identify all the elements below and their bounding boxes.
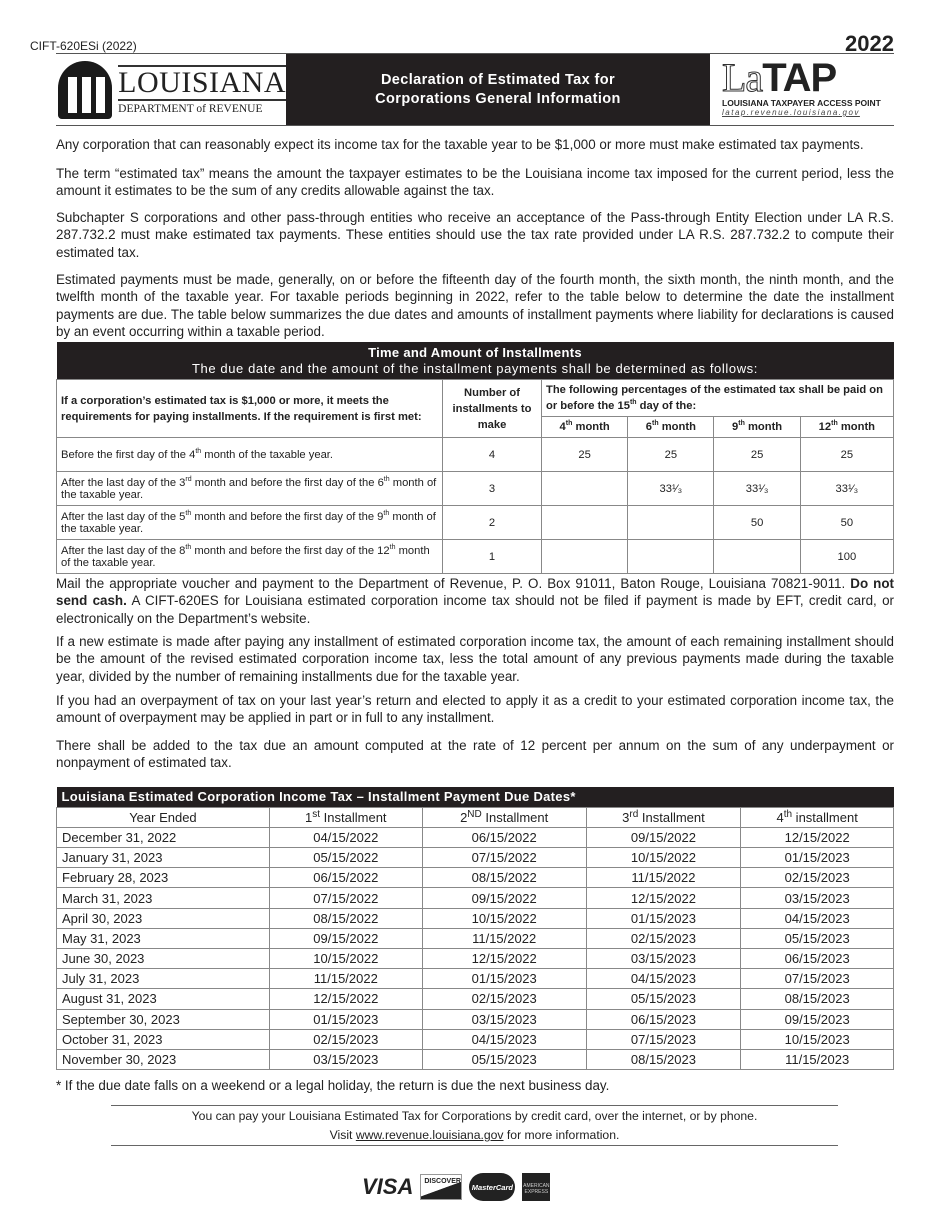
due-date-cell: 02/15/2023 (741, 868, 894, 888)
title-line-2: Corporations General Information (375, 90, 621, 107)
superscript: th (195, 447, 202, 455)
logo-subtext: DEPARTMENT of REVENUE (118, 102, 263, 115)
latap-la: La (722, 55, 763, 100)
superscript: rd (185, 475, 192, 483)
text-segment: Before the first day of the 4 (61, 448, 196, 461)
due-date-cell: 09/15/2023 (741, 1009, 894, 1029)
latap-tap: TAP (762, 56, 837, 100)
due-date-cell: 07/15/2022 (269, 888, 422, 908)
due-date-cell: 04/15/2023 (586, 969, 741, 989)
due-date-cell: 06/15/2023 (741, 949, 894, 969)
due-date-cell: 06/15/2023 (586, 1009, 741, 1029)
no-cash-warning: Do not send cash. (56, 576, 895, 609)
due-date-cell: 01/15/2023 (422, 969, 586, 989)
count-cell: 1 (443, 540, 542, 574)
intro-paragraph: Subchapter S corporations and other pass-through entities who receive an acceptance of the Pass-through Entity Election under LA R.S. 287.732.2 must make estimated tax payments. These entities should use the tax rate provided under LA R.S. 287.732.2 to compute their estimated tax. (56, 210, 894, 260)
payment-info: You can pay your Louisiana Estimated Tax for Corporations by credit card, over the internet, or by phone. (191, 1109, 758, 1123)
percentage-cell: 33¹⁄₃ (800, 472, 893, 506)
requirement-cell (57, 506, 443, 540)
paragraph: If a new estimate is made after paying any installment of estimated corporation income tax, the amount of each remaining installment should be the amount of the revised estimated corporation income tax, less the total amount of any previous payments made during the taxable year, divided by the number of remaining installments due for the taxable year. (56, 634, 894, 684)
text-segment: month of the taxable year. (61, 476, 437, 501)
due-date-cell: 04/15/2023 (741, 908, 894, 928)
title-line-1: Declaration of Estimated Tax for (380, 71, 616, 88)
text-segment: month of the taxable year. (201, 448, 334, 461)
percentage-cell: 25 (628, 438, 714, 472)
dept-revenue-logo (56, 54, 286, 125)
year-ended-cell: June 30, 2023 (57, 949, 270, 969)
table-subtitle: The due date and the amount of the installment payments shall be determined as follows: (191, 361, 758, 376)
table-row (57, 949, 894, 969)
latap-subtitle: LOUISIANA TAXPAYER ACCESS POINT (722, 98, 881, 108)
due-date-cell: 11/15/2022 (586, 868, 741, 888)
text-segment: installment (792, 809, 858, 825)
count-cell: 3 (443, 472, 542, 506)
paragraph: There shall be added to the tax due an amount computed at the rate of 12 percent per annum on the sum of any underpayment or nonpayment of estimated tax. (56, 738, 894, 771)
installments-table-title (57, 342, 894, 380)
count-cell: 2 (443, 506, 542, 540)
logo-text: LOUISIANA (118, 65, 286, 99)
text-segment: month (837, 421, 876, 433)
due-date-cell: 05/15/2022 (269, 848, 422, 868)
text-segment: After the last day of the 3 (61, 476, 186, 489)
due-date-cell: 05/15/2023 (586, 989, 741, 1009)
superscript: st (312, 808, 321, 820)
text-segment: Installment (320, 809, 387, 825)
installments-table (56, 342, 894, 574)
text-segment: month of the taxable year. (61, 510, 436, 535)
due-date-cell: 10/15/2022 (586, 848, 741, 868)
due-date-cell: 06/15/2022 (422, 827, 586, 847)
month-header (800, 417, 893, 438)
superscript: th (738, 420, 745, 427)
text-segment: month (572, 421, 610, 433)
text-segment: 4 (559, 421, 566, 433)
column-header (422, 807, 586, 827)
due-date-cell: 09/15/2022 (269, 928, 422, 948)
mail-text-2: A CIFT-620ES for Louisiana estimated corporation income tax should not be filed if payment is made by EFT, credit card, or electronically on the Department’s website. (56, 593, 894, 626)
due-date-cell: 05/15/2023 (741, 928, 894, 948)
table-row (57, 888, 894, 908)
percentage-cell: 100 (800, 540, 893, 574)
percentage-cell (542, 540, 628, 574)
due-date-cell: 07/15/2023 (741, 969, 894, 989)
header-banner (56, 53, 894, 126)
percentage-cell: 25 (714, 438, 800, 472)
text-segment: month and before the first day of the 6 (191, 476, 384, 489)
due-date-cell: 02/15/2023 (586, 928, 741, 948)
year-ended-cell: April 30, 2023 (57, 908, 270, 928)
table-title: Time and Amount of Installments (368, 345, 582, 360)
month-header (542, 417, 628, 438)
percentage-cell (628, 540, 714, 574)
superscript: th (185, 509, 192, 517)
due-date-cell: 09/15/2022 (586, 827, 741, 847)
superscript: th (383, 475, 390, 483)
due-date-cell: 05/15/2023 (422, 1049, 586, 1069)
year-ended-cell: November 30, 2023 (57, 1049, 270, 1069)
revenue-website-link[interactable]: www.revenue.louisiana.gov (355, 1128, 504, 1142)
requirement-cell (57, 438, 443, 472)
text-segment: month (658, 421, 696, 433)
text-segment: month and before the first day of the 9 (191, 510, 384, 523)
due-date-cell: 02/15/2023 (269, 1029, 422, 1049)
year-ended-cell: December 31, 2022 (57, 827, 270, 847)
percentage-cell: 33¹⁄₃ (714, 472, 800, 506)
count-header: Number of installments to make (443, 380, 542, 438)
superscript: th (783, 808, 793, 820)
due-date-cell: 08/15/2022 (422, 868, 586, 888)
document-title (286, 54, 710, 125)
column-header (741, 807, 894, 827)
due-date-cell: 12/15/2022 (269, 989, 422, 1009)
due-date-cell: 01/15/2023 (586, 908, 741, 928)
due-date-cell: 12/15/2022 (741, 827, 894, 847)
table-row (57, 848, 894, 868)
due-dates-title: Louisiana Estimated Corporation Income Tax – Installment Payment Due Dates* (57, 787, 894, 807)
text-segment: 1 (305, 809, 313, 825)
table-row (57, 506, 894, 540)
due-date-cell: 07/15/2022 (422, 848, 586, 868)
divider (111, 1105, 838, 1106)
due-date-cell: 02/15/2023 (422, 989, 586, 1009)
year-ended-cell: October 31, 2023 (57, 1029, 270, 1049)
visit-text: Visit (329, 1128, 356, 1142)
superscript: ND (467, 808, 482, 820)
percentage-cell: 25 (800, 438, 893, 472)
month-header (628, 417, 714, 438)
column-header (57, 807, 270, 827)
due-date-cell: 12/15/2022 (586, 888, 741, 908)
due-date-cell: 07/15/2023 (586, 1029, 741, 1049)
percentage-cell (542, 472, 628, 506)
percentage-cell: 50 (714, 506, 800, 540)
text-segment: After the last day of the 8 (61, 544, 186, 557)
table-row (57, 472, 894, 506)
superscript: th (831, 420, 838, 427)
divider (111, 1145, 838, 1146)
mastercard-logo: MasterCard (469, 1173, 515, 1201)
percentage-cell: 33¹⁄₃ (628, 472, 714, 506)
text-segment: Year Ended (129, 809, 197, 825)
due-dates-table (56, 787, 894, 1070)
superscript: rd (629, 808, 639, 820)
text-segment: Installment (481, 809, 549, 825)
requirement-cell (57, 472, 443, 506)
due-date-cell: 03/15/2023 (422, 1009, 586, 1029)
due-date-cell: 09/15/2022 (422, 888, 586, 908)
table-row (57, 540, 894, 574)
due-date-cell: 11/15/2022 (269, 969, 422, 989)
percentage-cell: 25 (542, 438, 628, 472)
due-date-cell: 06/15/2022 (269, 868, 422, 888)
due-date-cell: 10/15/2022 (422, 908, 586, 928)
latap-url[interactable]: latap.revenue.louisiana.gov (722, 108, 860, 117)
superscript: th (652, 420, 659, 427)
month-header (714, 417, 800, 438)
table-row (57, 1049, 894, 1069)
table-row (57, 908, 894, 928)
text-segment: Installment (638, 809, 705, 825)
year-ended-cell: May 31, 2023 (57, 928, 270, 948)
footnote: * If the due date falls on a weekend or a legal holiday, the return is due the next business day. (56, 1078, 610, 1093)
card-logos (362, 1173, 550, 1201)
table-row (57, 989, 894, 1009)
due-date-cell: 01/15/2023 (741, 848, 894, 868)
due-date-cell: 10/15/2022 (269, 949, 422, 969)
amex-logo: AMERICAN EXPRESS (522, 1173, 550, 1201)
visit-info (111, 1128, 838, 1142)
year-ended-cell: March 31, 2023 (57, 888, 270, 908)
year-ended-cell: February 28, 2023 (57, 868, 270, 888)
capitol-icon (58, 61, 112, 119)
text-segment: month and before the first day of the 12 (191, 544, 390, 557)
percentage-cell (714, 540, 800, 574)
due-date-cell: 04/15/2023 (422, 1029, 586, 1049)
superscript: th (389, 543, 396, 551)
column-header (586, 807, 741, 827)
text-segment: 4 (776, 809, 784, 825)
table-row (57, 928, 894, 948)
requirement-header: If a corporation’s estimated tax is $1,000 or more, it meets the requirements for paying installments. If the requirement is first met: (57, 380, 443, 438)
mail-text: Mail the appropriate voucher and payment to the Department of Revenue, P. O. Box 91011, Baton Rouge, Louisiana 70821-9011. (56, 576, 851, 591)
text-segment: month (744, 421, 783, 433)
due-date-cell: 08/15/2023 (741, 989, 894, 1009)
superscript: th (185, 543, 192, 551)
text-segment: month of the taxable year. (61, 544, 430, 569)
column-header (269, 807, 422, 827)
year-ended-cell: January 31, 2023 (57, 848, 270, 868)
count-cell: 4 (443, 438, 542, 472)
table-row (57, 868, 894, 888)
text-segment: 12 (818, 421, 832, 433)
text-segment: The following percentages of the estimated tax shall be paid on or before the 15 (546, 384, 883, 412)
intro-paragraph: Any corporation that can reasonably expect its income tax for the taxable year to be $1,000 or more must make estimated tax payments. (56, 137, 864, 152)
mail-paragraph (56, 575, 894, 627)
text-segment: day of the: (636, 400, 697, 412)
superscript: th (565, 420, 573, 427)
paragraph: If you had an overpayment of tax on your last year’s return and elected to apply it as a credit to your estimated corporation income tax, the amount of overpayment may be applied in part or in full to any installment. (56, 693, 894, 726)
intro-paragraph: The term “estimated tax” means the amount the taxpayer estimates to be the Louisiana income tax imposed for the current period, less the amount it estimates to be the sum of any credits allowable against the tax. (56, 166, 894, 199)
latap-logo (710, 54, 894, 125)
due-date-cell: 03/15/2023 (741, 888, 894, 908)
table-row (57, 969, 894, 989)
superscript: th (629, 399, 637, 406)
due-date-cell: 08/15/2022 (269, 908, 422, 928)
due-date-cell: 12/15/2022 (422, 949, 586, 969)
table-row (57, 438, 894, 472)
tax-year: 2022 (845, 31, 894, 56)
text-segment: 2 (460, 809, 468, 825)
text-segment: 6 (645, 421, 653, 433)
year-ended-cell: August 31, 2023 (57, 989, 270, 1009)
visa-logo: VISA (362, 1174, 414, 1199)
due-date-cell: 10/15/2023 (741, 1029, 894, 1049)
year-ended-cell: September 30, 2023 (57, 1009, 270, 1029)
due-date-cell: 01/15/2023 (269, 1009, 422, 1029)
text-segment: After the last day of the 5 (61, 510, 186, 523)
due-date-cell: 03/15/2023 (586, 949, 741, 969)
text-segment: 3 (622, 809, 630, 825)
due-date-cell: 11/15/2022 (422, 928, 586, 948)
discover-logo: DISCOVER (420, 1174, 462, 1200)
percentage-cell (628, 506, 714, 540)
due-date-cell: 08/15/2023 (586, 1049, 741, 1069)
requirement-cell (57, 540, 443, 574)
due-date-cell: 11/15/2023 (741, 1049, 894, 1069)
table-row (57, 827, 894, 847)
form-id: CIFT-620ESi (2022) (30, 39, 137, 53)
text-segment: 9 (732, 421, 739, 433)
percentage-cell: 50 (800, 506, 893, 540)
due-date-cell: 03/15/2023 (269, 1049, 422, 1069)
superscript: th (383, 509, 390, 517)
table-row (57, 1009, 894, 1029)
percentage-cell (542, 506, 628, 540)
percentage-header (542, 380, 894, 417)
year-ended-cell: July 31, 2023 (57, 969, 270, 989)
visit-text-after: for more information. (503, 1128, 620, 1142)
due-date-cell: 04/15/2022 (269, 827, 422, 847)
intro-paragraph: Estimated payments must be made, generally, on or before the fifteenth day of the fourth month, the sixth month, the ninth month, and the twelfth month of the taxable year. For taxable periods beginning in 2022, refer to the table below to determine the date the installment payments are due. The table below summarizes the due dates and amounts of installment payments where liability for declarations is caused by an event occurring within a taxable period. (56, 272, 894, 339)
table-row (57, 1029, 894, 1049)
